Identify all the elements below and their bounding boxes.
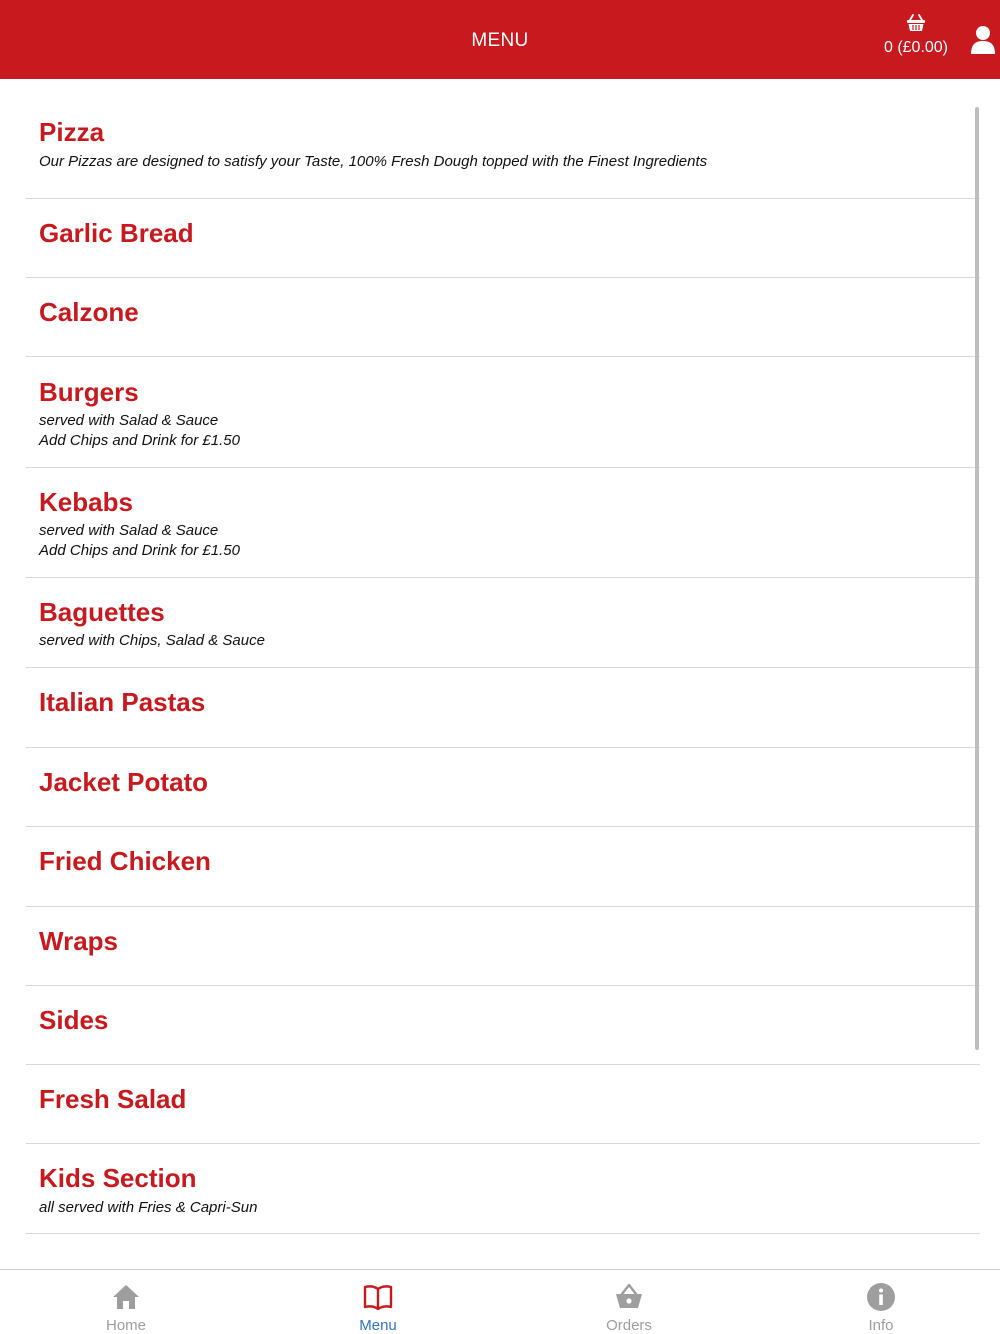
category-description: served with Chips, Salad & Sauce <box>39 632 265 649</box>
category-row-garlic-bread[interactable] <box>26 199 980 278</box>
category-row-kebabs[interactable] <box>26 468 980 578</box>
category-name: Kebabs <box>39 487 133 517</box>
nav-label: Menu <box>359 1317 397 1334</box>
basket-icon <box>614 1282 644 1312</box>
nav-menu[interactable] <box>318 1270 438 1334</box>
category-row-burgers[interactable] <box>26 357 980 468</box>
category-row-sides[interactable] <box>26 986 980 1065</box>
category-row-pizza[interactable] <box>26 117 980 199</box>
nav-label: Orders <box>606 1317 652 1334</box>
category-name: Sides <box>39 1005 109 1035</box>
category-row-italian-pastas[interactable] <box>26 668 980 748</box>
category-name: Garlic Bread <box>39 218 194 248</box>
basket-total: 0 (£0.00) <box>883 39 949 56</box>
category-row-calzone[interactable] <box>26 278 980 357</box>
category-name: Burgers <box>39 377 139 407</box>
nav-label: Info <box>868 1317 894 1334</box>
user-icon[interactable] <box>970 25 996 55</box>
category-row-fresh-salad[interactable] <box>26 1065 980 1144</box>
category-name: Calzone <box>39 297 139 327</box>
nav-info[interactable] <box>821 1270 941 1334</box>
page-title: MENU <box>471 30 529 51</box>
category-name: Fried Chicken <box>39 846 211 876</box>
basket-button[interactable] <box>878 14 954 64</box>
category-row-wraps[interactable] <box>26 907 980 986</box>
top-bar <box>0 0 1000 79</box>
basket-icon <box>906 14 926 32</box>
category-name: Wraps <box>39 926 118 956</box>
category-description: Our Pizzas are designed to satisfy your Taste, 100% Fresh Dough topped with the Finest Ingredients <box>39 153 708 170</box>
home-icon <box>111 1282 141 1312</box>
category-name: Jacket Potato <box>39 767 209 797</box>
category-name: Fresh Salad <box>39 1084 187 1114</box>
category-name: Italian Pastas <box>39 687 206 717</box>
bottom-nav <box>0 1269 1000 1334</box>
book-icon <box>363 1282 393 1312</box>
category-name: Pizza <box>39 117 105 147</box>
nav-home[interactable] <box>66 1270 186 1334</box>
category-row-kids-section[interactable] <box>26 1144 980 1234</box>
category-description: all served with Fries & Capri-Sun <box>39 1199 258 1216</box>
nav-label: Home <box>105 1317 146 1334</box>
category-name: Baguettes <box>39 597 165 627</box>
category-row-fried-chicken[interactable] <box>26 827 980 907</box>
info-icon <box>866 1282 896 1312</box>
menu-category-list <box>0 79 1000 1269</box>
category-row-jacket-potato[interactable] <box>26 748 980 827</box>
category-name: Kids Section <box>39 1163 197 1193</box>
scrollbar[interactable] <box>975 107 979 1050</box>
category-description: served with Salad & Sauce Add Chips and Drink for £1.50 <box>39 412 240 449</box>
category-row-baguettes[interactable] <box>26 578 980 668</box>
category-description: served with Salad & Sauce Add Chips and Drink for £1.50 <box>39 522 240 559</box>
nav-orders[interactable] <box>569 1270 689 1334</box>
